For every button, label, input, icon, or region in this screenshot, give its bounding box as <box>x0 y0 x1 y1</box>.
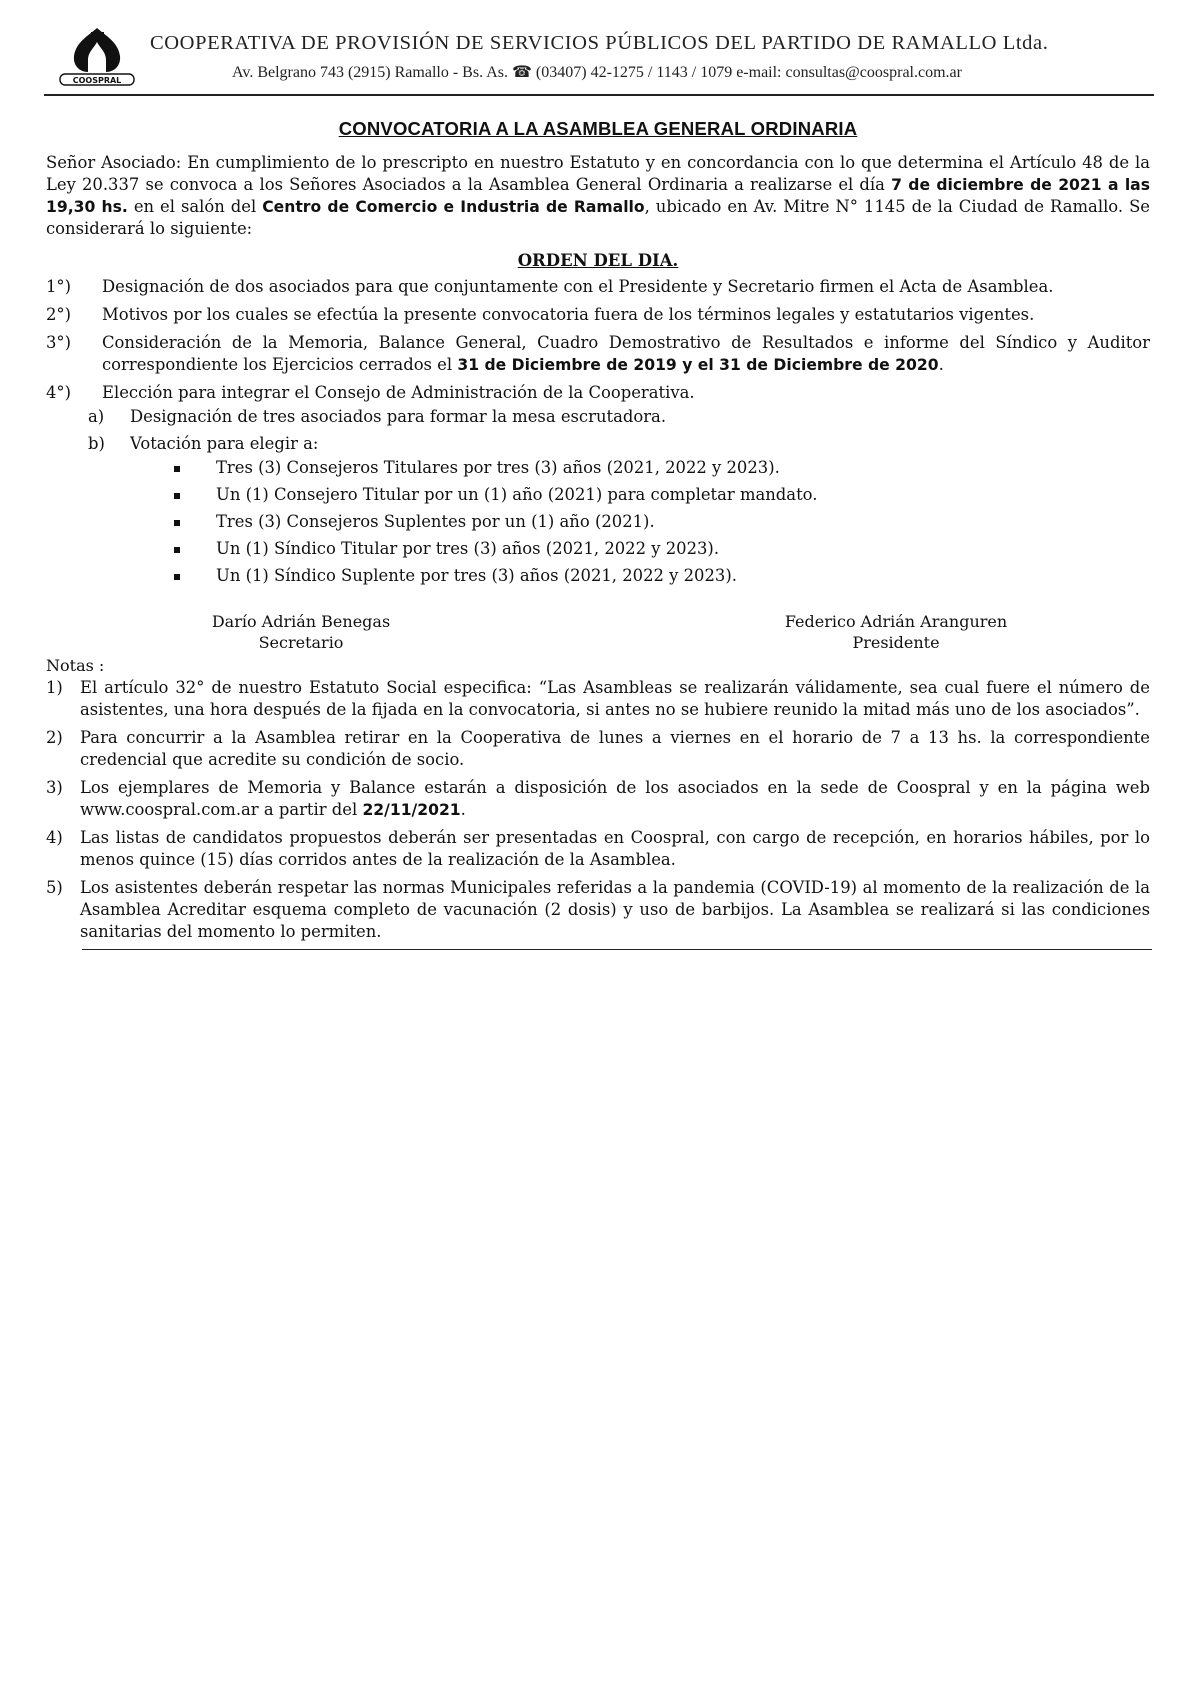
organization-contact <box>232 62 1172 82</box>
agenda-item: 3°) Consideración de la Memoria, Balance General, Cuadro Demostrativo de Resultados e informe del Síndico y Auditor correspondiente los Ejercicios cerrados el 31 de Diciembre de 2019 y el 31 de Diciembre de 2020. <box>46 333 1150 374</box>
signature-president: Federico Adrián Aranguren Presidente <box>784 612 1008 652</box>
position-item: Tres (3) Consejeros Suplentes por un (1) año (2021). <box>46 511 1150 533</box>
signatures <box>46 611 1150 655</box>
election-sublist <box>46 406 1150 455</box>
bullet-square-icon <box>174 493 180 499</box>
document-title: CONVOCATORIA A LA ASAMBLEA GENERAL ORDINARIA <box>338 118 858 139</box>
organization-name: COOPERATIVA DE PROVISIÓN DE SERVICIOS PÚBLICOS DEL PARTIDO DE RAMALLO Ltda. <box>150 32 1049 54</box>
email: e-mail: consultas@coospral.com.ar <box>736 64 962 81</box>
document-body <box>46 118 1150 950</box>
intro-paragraph: Señor Asociado: En cumplimiento de lo prescripto en nuestro Estatuto y en concordancia con lo que determina el Artículo 48 de la Ley 20.337 se convoca a los Señores Asociados a la Asamblea General Ordinaria a realizarse el día 7 de diciembre de 2021 a las 19,30 hs. en el salón del Centro de Comercio e Industria de Ramallo, ubicado en Av. Mitre N° 1145 de la Ciudad de Ramallo. Se considerará lo siguiente: <box>46 153 1151 238</box>
notes-list <box>46 677 1150 943</box>
telephone-icon: ☎ <box>511 64 532 81</box>
note-item: 3) Los ejemplares de Memoria y Balance estarán a disposición de los asociados en la sede de Coospral y en la página web www.coospral.com.ar a partir del 22/11/2021. <box>46 778 1150 819</box>
coospral-logo-icon <box>54 22 140 86</box>
phone-numbers: (03407) 42-1275 / 1143 / 1079 <box>535 64 733 81</box>
agenda-item: 4°) Elección para integrar el Consejo de Administración de la Cooperativa. <box>46 383 695 402</box>
note-item: 1) El artículo 32° de nuestro Estatuto Social especifica: “Las Asambleas se realizarán válidamente, sea cual fuere el número de asistentes, una hora después de la fijada en la convocatoria, si antes no se hubiere reunido la mitad más uno de los asociados”. <box>46 678 1150 719</box>
agenda-item: 2°) Motivos por los cuales se efectúa la presente convocatoria fuera de los términos legales y estatutarios vigentes. <box>46 305 1035 324</box>
note-item: 2) Para concurrir a la Asamblea retirar en la Cooperativa de lunes a viernes en el horario de 7 a 13 hs. la correspondiente credencial que acredite su condición de socio. <box>46 728 1150 769</box>
position-item: Un (1) Síndico Titular por tres (3) años (2021, 2022 y 2023). <box>46 538 1150 560</box>
position-item: Tres (3) Consejeros Titulares por tres (3) años (2021, 2022 y 2023). <box>46 457 1150 479</box>
agenda-item: 1°) Designación de dos asociados para que conjuntamente con el Presidente y Secretario firmen el Acta de Asamblea. <box>46 277 1054 296</box>
note-item: 5) Los asistentes deberán respetar las normas Municipales referidas a la pandemia (COVID-19) al momento de la realización de la Asamblea Acreditar esquema completo de vacunación (2 dosis) y uso de barbijos. La Asamblea se realizará si las condiciones sanitarias del momento lo permiten. <box>46 878 1150 941</box>
sublist-item: b) Votación para elegir a: <box>88 434 319 453</box>
signature-secretary: Darío Adrián Benegas Secretario <box>211 612 391 652</box>
position-item: Un (1) Síndico Suplente por tres (3) años (2021, 2022 y 2023). <box>46 565 1150 587</box>
bullet-square-icon <box>174 466 180 472</box>
footer-divider <box>82 949 1152 950</box>
agenda-list <box>46 276 1150 404</box>
bullet-square-icon <box>174 520 180 526</box>
agenda-title: ORDEN DEL DIA. <box>517 251 679 270</box>
note-item: 4) Las listas de candidatos propuestos deberán ser presentadas en Coospral, con cargo de recepción, en horarios hábiles, por lo menos quince (15) días corridos antes de la realización de la Asamblea. <box>46 828 1150 869</box>
bullet-square-icon <box>174 547 180 553</box>
address: Av. Belgrano 743 (2915) Ramallo - Bs. As. <box>232 64 508 81</box>
svg-text:COOSPRAL: COOSPRAL <box>72 76 122 85</box>
notes-label: Notas : <box>46 656 105 675</box>
position-item: Un (1) Consejero Titular por un (1) año (2021) para completar mandato. <box>46 484 1150 506</box>
bullet-square-icon <box>174 574 180 580</box>
assembly-venue: Centro de Comercio e Industria de Ramallo <box>262 198 645 216</box>
assembly-date: 7 de diciembre de 2021 a las 19,30 hs. <box>46 176 1150 216</box>
positions-list <box>46 457 1150 587</box>
sublist-item: a) Designación de tres asociados para formar la mesa escrutadora. <box>88 407 667 426</box>
header-divider <box>44 94 1154 96</box>
